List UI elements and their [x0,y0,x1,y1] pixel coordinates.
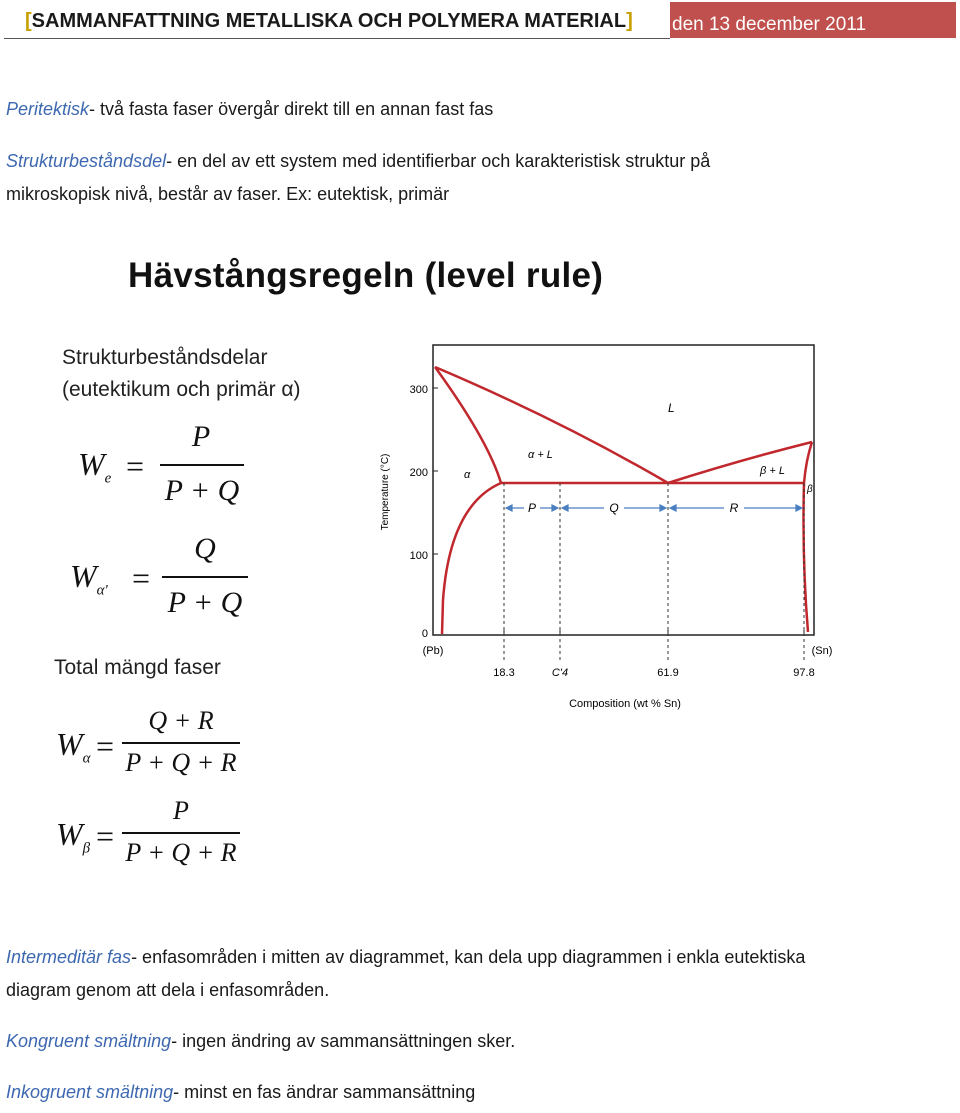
header-rule [4,38,670,39]
formula-lhs: $W_e$ [78,446,112,487]
equals-sign: = [96,728,115,764]
region-label-alpha-liquid: α + L [528,449,553,461]
formula-numerator: Q [194,532,216,565]
region-label-beta-liquid: β + L [760,465,785,477]
solvus-left [442,483,501,634]
formula-walpha-total [56,706,256,786]
definition-text: - två fasta faser övergår direkt till en annan fast fas [89,99,494,119]
definition-continuation: diagram genom att dela i enfasområden. [6,980,330,1000]
region-label-liquid: L [668,401,675,415]
y-tick-label: 300 [409,384,428,396]
x-mark-label: 61.9 [657,667,679,679]
x-end-label-left: (Pb) [422,645,444,657]
definition-peritektisk [6,93,493,126]
formula-we [78,420,278,520]
definition-inkongruent [6,1076,475,1109]
y-axis-title: Temperature (°C) [380,453,391,531]
formula-denominator: P + Q [167,586,243,619]
x-axis-title: Composition (wt % Sn) [569,698,681,710]
formula-wbeta [56,796,256,876]
liquidus-left [435,367,668,483]
header-bracket-close: ] [626,10,633,32]
definition-text: - enfasområden i mitten av diagrammet, kan dela upp diagrammen i enkla eutektiska [131,947,806,967]
formula-numerator: P [173,796,189,825]
region-label-beta: β [807,484,813,495]
definition-text: - en del av ett system med identifierbar och karakteristisk struktur på [166,151,711,171]
x-mark-label: C'4 [551,667,569,679]
header-title-text: SAMMANFATTNING METALLISKA OCH POLYMERA MATERIAL [31,10,627,32]
segment-label-q: Q [609,501,619,515]
equals-sign: = [132,560,151,596]
equals-sign: = [96,818,115,854]
definition-text: - ingen ändring av sammansättningen sker. [171,1031,516,1051]
term: Intermeditär fas [6,947,132,967]
definition-kongruent [6,1025,515,1058]
phase-diagram [370,330,850,730]
definition-intermediar-fas [6,941,805,974]
fraction-bar [162,576,248,578]
term: Strukturbeståndsdel [6,151,167,171]
region-label-alpha: α [464,469,471,481]
figure-section-heading-total: Total mängd faser [54,656,221,679]
term: Inkogruent smältning [6,1082,174,1102]
x-mark-label: 18.3 [493,667,515,679]
figure-title: Hävstångsregeln (level rule) [128,256,604,295]
term: Kongruent smältning [6,1031,172,1051]
formula-walpha-primary [70,532,270,632]
page-header [0,0,960,40]
formula-lhs: $W_\beta$ [56,816,91,857]
header-bracket-open: [ [25,10,32,32]
y-tick-label: 0 [421,628,428,640]
definition-text: - minst en fas ändrar sammansättning [173,1082,476,1102]
definition-continuation: mikroskopisk nivå, består av faser. Ex: eutektisk, primär [6,184,450,204]
y-tick-label: 200 [409,467,428,479]
phase-boundaries [435,367,812,634]
header-title [25,10,633,33]
equals-sign: = [126,448,145,484]
x-end-label-right: (Sn) [811,645,833,657]
formula-lhs: $W_\alpha$ [56,726,91,767]
solidus-left [435,367,501,483]
x-mark-label: 97.8 [793,667,815,679]
fraction-bar [122,742,240,744]
fraction-bar [122,832,240,834]
formula-denominator: P + Q + R [125,838,237,867]
header-date: den 13 december 2011 [670,2,956,38]
formula-denominator: P + Q [164,474,240,507]
liquidus-right [668,442,812,483]
formula-denominator: P + Q + R [125,748,237,777]
formula-numerator: Q + R [148,706,214,735]
definition-strukturbestandsdel [6,145,710,178]
term: Peritektisk [6,99,90,119]
segment-label-p: P [527,501,537,515]
y-tick-label: 100 [409,550,428,562]
lever-arrows [506,505,802,511]
formula-lhs: $W_{\alpha'}$ [70,558,108,599]
segment-label-r: R [729,501,739,515]
figure-section-heading: Strukturbeståndsdelar [62,346,268,369]
fraction-bar [160,464,244,466]
solidus-right [804,442,812,483]
formula-numerator: P [191,420,211,453]
figure-section-subheading: (eutektikum och primär α) [62,378,301,401]
